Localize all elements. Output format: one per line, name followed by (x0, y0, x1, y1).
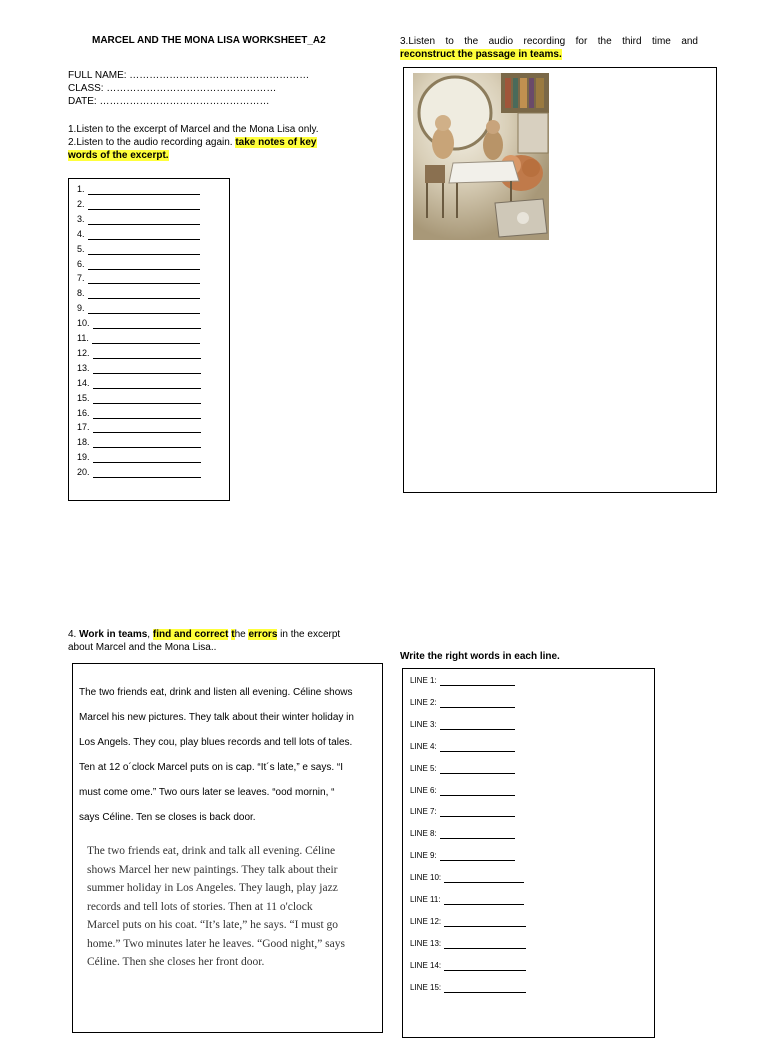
task-2 (68, 136, 366, 162)
correction-line (410, 982, 526, 993)
correction-blank[interactable] (440, 851, 515, 861)
correction-line-label: LINE 5: (410, 763, 437, 773)
error-text-line: Los Angels. They cou, play blues records and tell lots of tales. (79, 737, 353, 748)
task-4-he: he (234, 629, 246, 640)
correction-blank[interactable] (444, 873, 524, 883)
key-word-number: 4. (77, 228, 85, 239)
task-2-text: 2.Listen to the audio recording again. (68, 137, 233, 148)
error-paragraph (79, 680, 379, 830)
original-text-line: shows Marcel her new paintings. They talk about their (87, 863, 338, 876)
correction-line-label: LINE 7: (410, 807, 437, 817)
write-right-words: Write the right words in each line. (400, 651, 560, 662)
correction-line (410, 894, 524, 905)
correction-line (410, 850, 515, 861)
key-word-number: 12. (77, 347, 90, 358)
key-word-number: 18. (77, 437, 90, 448)
correction-line-label: LINE 13: (410, 938, 442, 948)
key-word-line (77, 288, 200, 299)
key-word-line (77, 259, 200, 270)
key-word-number: 20. (77, 467, 90, 478)
key-word-number: 1. (77, 184, 85, 194)
error-text-line: Marcel his new pictures. They talk about their winter holiday in (79, 712, 354, 723)
original-text-line: records and tell lots of stories. Then at 11 o'clock (87, 900, 313, 913)
key-word-blank[interactable] (93, 394, 201, 404)
key-word-number: 5. (77, 243, 85, 254)
key-word-blank[interactable] (93, 349, 201, 359)
key-word-line (77, 437, 201, 448)
key-word-number: 19. (77, 452, 90, 463)
task-4-number: 4. (68, 629, 77, 640)
key-word-line (77, 229, 200, 240)
correction-line (410, 960, 526, 971)
key-word-line (77, 184, 200, 195)
key-word-line (77, 408, 201, 419)
key-word-number: 8. (77, 288, 85, 299)
correction-blank[interactable] (444, 983, 526, 993)
task-4-line-2: about Marcel and the Mona Lisa.. (68, 642, 217, 653)
correction-line (410, 872, 524, 883)
error-text-box (72, 663, 383, 1033)
illustration (413, 73, 549, 240)
correction-blank[interactable] (444, 895, 524, 905)
task-4 (68, 628, 368, 654)
reconstruction-box (403, 67, 717, 493)
key-word-number: 3. (77, 213, 85, 224)
correction-line-label: LINE 14: (410, 960, 442, 970)
correction-line (410, 785, 515, 796)
correction-line (410, 828, 515, 839)
correction-blank[interactable] (444, 917, 526, 927)
class-field: CLASS: …………………………………………… (68, 83, 277, 94)
correction-blank[interactable] (444, 961, 526, 971)
key-word-number: 7. (77, 273, 85, 284)
correction-line-label: LINE 6: (410, 785, 437, 795)
correction-blank[interactable] (440, 786, 515, 796)
key-word-blank[interactable] (88, 230, 200, 240)
key-word-number: 16. (77, 407, 90, 418)
key-word-blank[interactable] (92, 334, 200, 344)
key-word-blank[interactable] (93, 423, 201, 433)
correction-line (410, 697, 515, 708)
correction-line-label: LINE 10: (410, 873, 442, 883)
correction-line-label: LINE 9: (410, 851, 437, 861)
key-word-blank[interactable] (93, 319, 201, 329)
original-text-line: home.” Two minutes later he leaves. “Good night,” says (87, 937, 345, 950)
worksheet-title: MARCEL AND THE MONA LISA WORKSHEET_A2 (92, 35, 326, 46)
error-text-line: Ten at 12 o´clock Marcel puts on is cap. “It´s late,” e says. “I (79, 762, 343, 773)
key-word-line (77, 273, 200, 284)
correction-blank[interactable] (440, 720, 515, 730)
original-paragraph (87, 842, 377, 972)
correction-line-label: LINE 3: (410, 719, 437, 729)
correction-line-label: LINE 8: (410, 829, 437, 839)
key-word-number: 10. (77, 318, 90, 329)
key-word-line (77, 393, 201, 404)
correction-blank[interactable] (440, 807, 515, 817)
key-words-box (68, 178, 230, 501)
key-word-number: 14. (77, 377, 90, 388)
key-word-line (77, 333, 200, 344)
key-word-line (77, 244, 200, 255)
task-1: 1.Listen to the excerpt of Marcel and the Mona Lisa only. (68, 124, 319, 135)
key-word-number: 2. (77, 198, 85, 209)
key-word-blank[interactable] (93, 468, 201, 478)
task-3: 3.Listen to the audio recording for the third time and (400, 36, 698, 47)
correction-line (410, 806, 515, 817)
key-word-blank[interactable] (88, 185, 200, 195)
key-word-blank[interactable] (93, 364, 201, 374)
original-text-line: summer holiday in Los Angeles. They laugh, play jazz (87, 882, 338, 894)
error-text-line: The two friends eat, drink and listen all evening. Céline shows (79, 687, 353, 698)
task-4-highlight-find: find and correct (152, 629, 229, 640)
correction-line-label: LINE 1: (410, 676, 437, 685)
key-word-line (77, 363, 201, 374)
key-word-line (77, 318, 201, 329)
key-word-blank[interactable] (88, 289, 200, 299)
key-word-line (77, 452, 201, 463)
correction-blank[interactable] (440, 742, 515, 752)
illustration-image (413, 73, 549, 240)
key-word-blank[interactable] (93, 438, 201, 448)
correction-blank[interactable] (440, 829, 515, 839)
correction-line (410, 719, 515, 730)
task-4-highlight-t: t (231, 629, 235, 640)
correction-line (410, 675, 515, 686)
task-2-highlight-a: take notes of key (235, 137, 317, 148)
correction-line-label: LINE 2: (410, 697, 437, 707)
correction-line-label: LINE 15: (410, 982, 442, 992)
original-text-line: The two friends eat, drink and talk all evening. Céline (87, 845, 336, 857)
key-word-number: 17. (77, 422, 90, 433)
key-word-blank[interactable] (88, 260, 200, 270)
correction-blank[interactable] (440, 698, 515, 708)
correction-line (410, 763, 515, 774)
key-word-number: 9. (77, 303, 85, 314)
original-text-line: Céline. Then she closes her front door. (87, 956, 265, 968)
correction-line-label: LINE 12: (410, 916, 442, 926)
error-text-line: says Céline. Ten se closes is back door. (79, 812, 256, 823)
key-word-line (77, 199, 200, 210)
key-word-blank[interactable] (88, 215, 200, 225)
lines-box (402, 668, 655, 1038)
original-text-line: Marcel puts on his coat. “It’s late,” he says. “I must go (87, 919, 339, 931)
correction-line (410, 916, 526, 927)
task-3-highlight-text: reconstruct the passage in teams. (400, 49, 562, 60)
task-4-rest: in the excerpt (280, 629, 341, 640)
key-word-number: 13. (77, 362, 90, 373)
key-word-line (77, 378, 201, 389)
key-word-number: 11. (77, 333, 89, 343)
key-word-number: 15. (77, 392, 90, 403)
key-word-line (77, 303, 200, 314)
correction-line (410, 741, 515, 752)
key-word-blank[interactable] (93, 453, 201, 463)
key-word-blank[interactable] (88, 274, 200, 284)
correction-blank[interactable] (444, 939, 526, 949)
error-text-line: must come ome.” Two ours later se leaves. “ood mornin, “ (79, 787, 335, 798)
task-4-highlight-errors: errors (248, 629, 278, 640)
correction-line-label: LINE 4: (410, 741, 437, 751)
key-word-number: 6. (77, 258, 85, 269)
key-word-blank[interactable] (88, 200, 200, 210)
correction-line (410, 938, 526, 949)
key-word-blank[interactable] (93, 379, 201, 389)
task-2-highlight-b: words of the excerpt. (68, 150, 169, 161)
key-word-blank[interactable] (88, 304, 200, 314)
date-field: DATE: …………………………………………… (68, 96, 270, 107)
task-3-highlight (400, 48, 562, 61)
key-word-line (77, 348, 201, 359)
task-4-comma: , (147, 629, 151, 640)
key-word-line (77, 422, 201, 433)
key-word-line (77, 214, 200, 225)
key-word-blank[interactable] (93, 409, 201, 419)
key-word-blank[interactable] (88, 245, 200, 255)
full-name-field: FULL NAME: ……………………………………………… (68, 70, 310, 81)
correction-blank[interactable] (440, 676, 515, 686)
task-4-work-in-teams: Work in teams (79, 629, 148, 640)
correction-line-label: LINE 11: (410, 895, 441, 904)
key-word-line (77, 467, 201, 478)
correction-blank[interactable] (440, 764, 515, 774)
